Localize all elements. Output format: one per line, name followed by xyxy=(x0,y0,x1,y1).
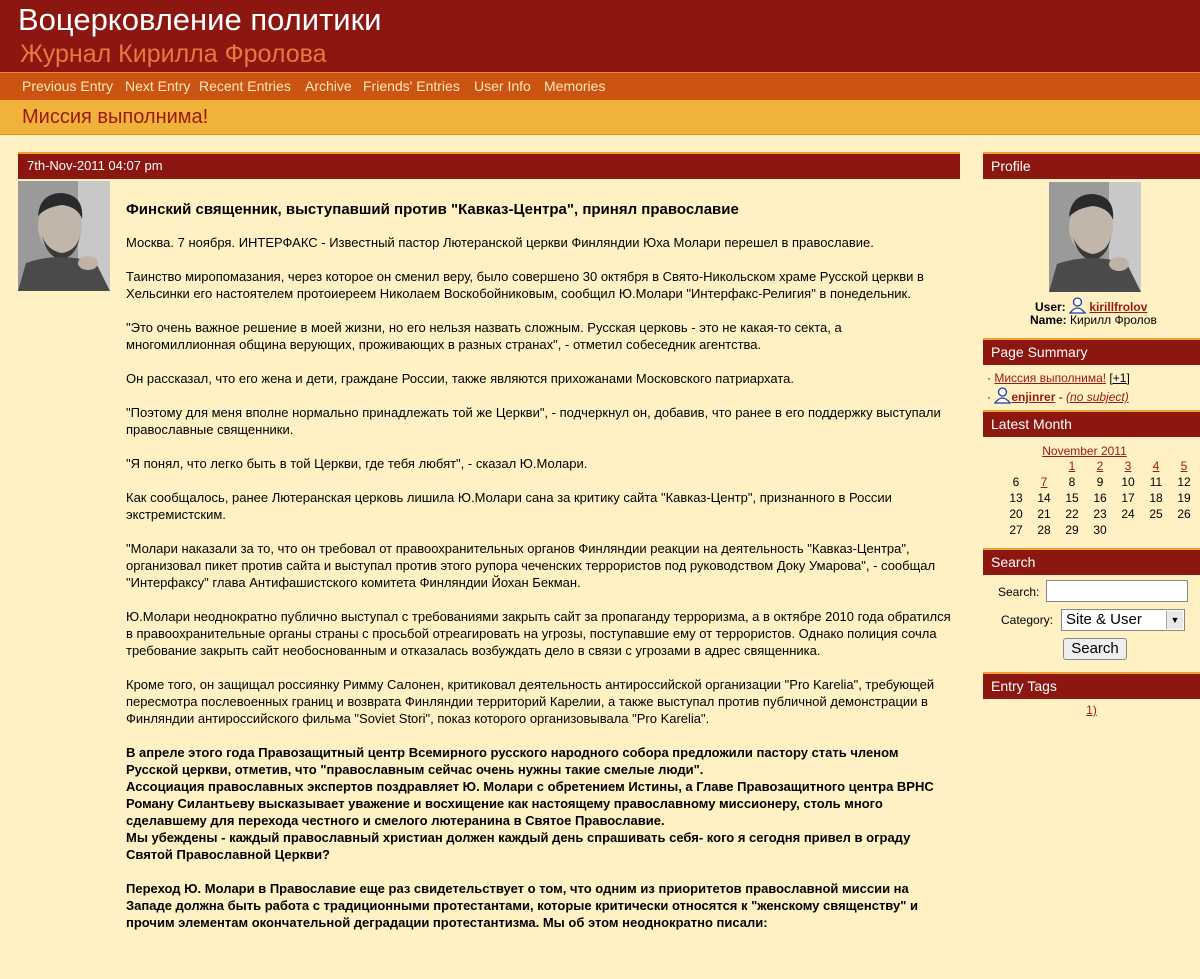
entry-paragraph: "Поэтому для меня вполне нормально принадлежать той же Церкви", - подчеркнул он, добавив, что ранее в его поддержку выступали православные священники. xyxy=(126,405,941,437)
entry-paragraph: Ю.Молари неоднократно публично выступал с требованиями закрыть сайт за пропаганду терроризма, а в октябре 2010 года обратился в правоохранительные органы страны с просьбой отреагировать на угрозы, поступавшие ему от террористов. Однако полиция сочла требование закрыть сайт необоснованным и отказалась возбуждать дело в связи с угрозами в адрес священника. xyxy=(126,609,951,658)
sidebar-profile xyxy=(983,152,1200,339)
search-input[interactable] xyxy=(1046,580,1188,602)
calendar-day[interactable] xyxy=(1114,458,1142,474)
tag-link[interactable]: 1) xyxy=(1086,703,1097,717)
tags-content xyxy=(983,699,1200,717)
calendar-day xyxy=(1114,522,1142,538)
sidebar-latest-month xyxy=(983,410,1200,538)
summary-item xyxy=(987,369,1200,387)
profile-username-link[interactable]: kirillfrolov xyxy=(1089,300,1148,314)
sidebar-tags-header: Entry Tags xyxy=(983,672,1200,699)
site-title[interactable]: Воцерковление политики xyxy=(18,2,382,37)
nav-memories[interactable]: Memories xyxy=(544,78,606,94)
calendar-day: 12 xyxy=(1177,475,1191,489)
entry-bold-line: Мы убеждены - каждый православный христиан должен каждый день спрашивать себя- кого я сегодня привел в ограду Святой Православной Церкви? xyxy=(126,830,911,862)
calendar-month-link[interactable]: November 2011 xyxy=(1042,444,1127,458)
calendar-day-link[interactable]: 5 xyxy=(1180,459,1188,473)
nav-next-entry[interactable]: Next Entry xyxy=(125,78,191,94)
calendar-day-link[interactable]: 1 xyxy=(1068,459,1076,473)
calendar-day: 10 xyxy=(1121,475,1135,489)
calendar-day: 24 xyxy=(1121,507,1135,521)
profile-userpic-image xyxy=(1049,182,1141,292)
sidebar-search xyxy=(983,548,1200,665)
entry-title: Финский священник, выступавший против "Кавказ-Центра", принял православие xyxy=(126,201,739,218)
calendar-day: 8 xyxy=(1068,475,1076,489)
sidebar-entry-tags xyxy=(983,672,1200,717)
entry-paragraph: Кроме того, он защищал россиянку Римму Салонен, критиковал деятельность антироссийской организации "Pro Karelia", требующей пересмотра послевоенных границ и возврата Финляндии территорий Карелии, а также выступал против публичной демонстрации в Финляндии антироссийского фильма "Soviet Stori", показ которого организовывала "Pro Karelia". xyxy=(126,677,935,726)
calendar-day xyxy=(1002,458,1030,474)
entry-subject-bar xyxy=(0,100,1200,135)
search-form xyxy=(983,575,1200,665)
calendar-day[interactable] xyxy=(1086,458,1114,474)
entry-header xyxy=(18,152,960,179)
entry-paragraph: Как сообщалось, ранее Лютеранская церковь лишила Ю.Молари сана за критику сайта "Кавказ-Центр", признанного в России экстремистским. xyxy=(126,490,892,522)
calendar-day: 9 xyxy=(1096,475,1104,489)
profile-userpic[interactable] xyxy=(1049,182,1141,292)
site-header xyxy=(0,0,1200,72)
calendar-week xyxy=(1002,474,1198,490)
entry-bold-paragraph: Переход Ю. Молари в Православие еще раз свидетельствует о том, что одним из приоритетов православной миссии на Западе должна быть работа с традиционными протестантами, которые критически относятся к "женскому священству" и прочим элементам окончательной деградации протестантизма. Мы об этом неоднократно писали: xyxy=(126,881,918,930)
sidebar-page-summary xyxy=(983,338,1200,409)
nav-archive[interactable]: Archive xyxy=(305,78,352,94)
nav-user-info[interactable]: User Info xyxy=(474,78,531,94)
summary-content xyxy=(983,365,1200,409)
profile-user-label: User: xyxy=(1035,300,1066,314)
sidebar-month-header: Latest Month xyxy=(983,410,1200,437)
calendar-day: 16 xyxy=(1093,491,1107,505)
summary-subject-link[interactable]: (no subject) xyxy=(1066,390,1129,404)
calendar xyxy=(983,444,1200,538)
entry-paragraph: Таинство миропомазания, через которое он сменил веру, было совершено 30 октября в Свято-Никольском храме Русской церкви в Хельсинки его настоятелем протоиереем Николаем Воскобойниковым, сообщил Ю.Молари "Интерфакс-Религия" в понедельник. xyxy=(126,269,924,301)
calendar-day: 17 xyxy=(1121,491,1135,505)
calendar-day xyxy=(1030,458,1058,474)
entry-subject: Миссия выполнима! xyxy=(22,106,209,128)
calendar-day: 20 xyxy=(1009,507,1023,521)
calendar-day: 26 xyxy=(1177,507,1191,521)
nav-friends-entries[interactable]: Friends' Entries xyxy=(363,78,460,94)
summary-separator: - xyxy=(1055,390,1067,404)
summary-item xyxy=(987,387,1200,409)
entry-date: 7th-Nov-2011 04:07 pm xyxy=(27,158,163,173)
category-label: Category: xyxy=(1001,613,1054,627)
calendar-day: 29 xyxy=(1065,523,1079,537)
calendar-week xyxy=(1002,458,1198,474)
calendar-day-link[interactable]: 3 xyxy=(1124,459,1132,473)
calendar-week xyxy=(1002,490,1198,506)
calendar-day: 27 xyxy=(1009,523,1023,537)
chevron-down-icon[interactable]: ▼ xyxy=(1166,611,1183,629)
entry-body xyxy=(126,200,954,948)
calendar-day: 13 xyxy=(1009,491,1023,505)
entry-paragraph: Он рассказал, что его жена и дети, граждане России, также являются прихожанами Московского патриархата. xyxy=(126,371,794,386)
entry-paragraph: Москва. 7 ноября. ИНТЕРФАКС - Известный пастор Лютеранской церкви Финляндии Юха Молари перешел в православие. xyxy=(126,235,874,250)
entry-bold-line: В апреле этого года Правозащитный центр Всемирного русского народного собора предложили пастору стать членом Русской церкви, отметив, что "православным сейчас очень нужны такие смелые люди". xyxy=(126,745,899,777)
calendar-day: 14 xyxy=(1037,491,1051,505)
category-select[interactable] xyxy=(1061,609,1185,631)
calendar-day: 23 xyxy=(1093,507,1107,521)
profile-name-label: Name: xyxy=(1030,313,1067,327)
bullet-icon: · xyxy=(987,371,991,385)
nav-previous-entry[interactable]: Previous Entry xyxy=(22,78,114,94)
nav-bar xyxy=(0,72,1200,100)
sidebar-profile-header: Profile xyxy=(983,152,1200,179)
calendar-day-link[interactable]: 4 xyxy=(1152,459,1160,473)
calendar-day-link[interactable]: 2 xyxy=(1096,459,1104,473)
userpic[interactable] xyxy=(18,181,110,291)
calendar-week xyxy=(1002,506,1198,522)
summary-entry-link[interactable]: Миссия выполнима! xyxy=(994,371,1107,385)
nav-recent-entries[interactable]: Recent Entries xyxy=(199,78,291,94)
user-icon[interactable] xyxy=(994,387,1011,409)
entry-paragraph: "Это очень важное решение в моей жизни, но его нельзя назвать сложным. Русская церковь - это не какая-то секта, а многомиллионная община верующих, проживающих в разных странах", - отметил собеседник агентства. xyxy=(126,320,842,352)
userpic-image xyxy=(18,181,110,291)
calendar-day: 22 xyxy=(1065,507,1079,521)
calendar-day: 6 xyxy=(1012,475,1020,489)
calendar-day xyxy=(1170,522,1198,538)
calendar-week xyxy=(1002,522,1198,538)
calendar-day: 18 xyxy=(1149,491,1163,505)
calendar-day[interactable] xyxy=(1030,474,1058,490)
calendar-day: 25 xyxy=(1149,507,1163,521)
sidebar-summary-header: Page Summary xyxy=(983,338,1200,365)
profile-name-row xyxy=(1030,313,1157,327)
summary-user-link[interactable]: enjinrer xyxy=(1011,390,1056,404)
entry-paragraph: "Я понял, что легко быть в той Церкви, где тебя любят", - сказал Ю.Молари. xyxy=(126,456,588,471)
site-subtitle: Журнал Кирилла Фролова xyxy=(20,40,327,68)
category-select-value: Site & User xyxy=(1066,611,1142,628)
entry-paragraph: "Молари наказали за то, что он требовал от правоохранительных органов Финляндии реакции на деятельность "Кавказ-Центра", организовал пикет против сайта и выступал против этого рупора чеченских террористов под руководством Доку Умарова", - сообщал "Интерфаксу" глава Антифашистского комитета Финляндии Йохан Бекман. xyxy=(126,541,936,590)
calendar-day-link[interactable]: 7 xyxy=(1040,475,1048,489)
bullet-icon: · xyxy=(987,390,991,404)
search-label: Search: xyxy=(998,585,1040,599)
calendar-day[interactable] xyxy=(1142,458,1170,474)
calendar-day[interactable] xyxy=(1170,458,1198,474)
profile-content xyxy=(983,179,1200,339)
calendar-day: 30 xyxy=(1093,523,1107,537)
calendar-day: 15 xyxy=(1065,491,1079,505)
entry-bold-line: Ассоциация православных экспертов поздравляет Ю. Молари с обретением Истины, а Главе Правозащитного центра ВРНС Роману Силантьеву высказывает уважение и восхищение как настоящему православному миссионеру, столь много сделавшему для перехода честного и смелого лютеранина в Святое Православие. xyxy=(126,779,934,828)
summary-comment-count[interactable]: [+1] xyxy=(1109,371,1130,385)
profile-name: Кирилл Фролов xyxy=(1070,313,1157,327)
calendar-day xyxy=(1142,522,1170,538)
sidebar-search-header: Search xyxy=(983,548,1200,575)
calendar-grid xyxy=(1002,458,1198,538)
calendar-day[interactable] xyxy=(1058,458,1086,474)
search-button[interactable]: Search xyxy=(1063,638,1127,660)
calendar-day: 28 xyxy=(1037,523,1051,537)
calendar-day: 21 xyxy=(1037,507,1051,521)
calendar-day: 11 xyxy=(1149,475,1163,489)
entry-bold-block xyxy=(126,744,954,863)
calendar-day: 19 xyxy=(1177,491,1191,505)
